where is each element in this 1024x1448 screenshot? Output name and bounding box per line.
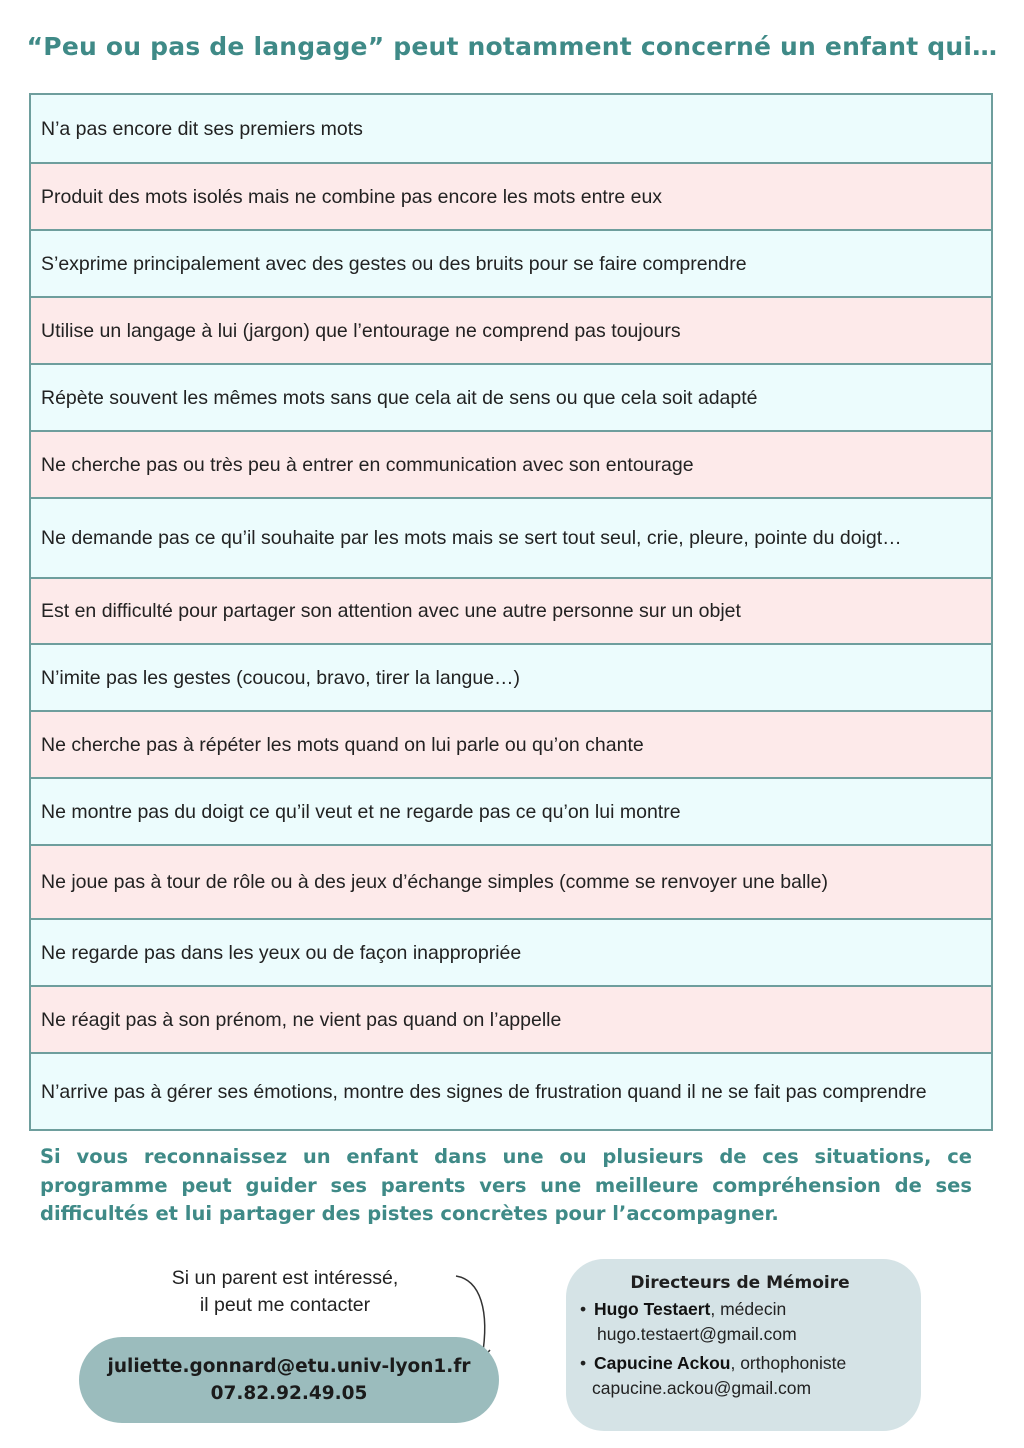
criteria-text: N’a pas encore dit ses premiers mots <box>41 117 363 140</box>
criteria-row <box>31 710 991 777</box>
call-to-action: Si vous reconnaissez un enfant dans une ou plusieurs de ces situations, ce programme peut guider ses parents vers une meilleure compréhension de ses difficultés et lui partager des pistes concrètes pour l’accompagner. <box>40 1145 972 1225</box>
bullet-icon: • <box>580 1353 587 1373</box>
criteria-text: Ne réagit pas à son prénom, ne vient pas quand on l’appelle <box>41 1008 562 1031</box>
criteria-row <box>31 1052 991 1129</box>
criteria-row <box>31 296 991 363</box>
criteria-text: Ne cherche pas à répéter les mots quand on lui parle ou qu’on chante <box>41 733 644 756</box>
criteria-row <box>31 229 991 296</box>
criteria-row <box>31 95 991 162</box>
criteria-text: Ne cherche pas ou très peu à entrer en communication avec son entourage <box>41 453 694 476</box>
director-email[interactable]: capucine.ackou@gmail.com <box>592 1378 812 1398</box>
contact-intro-line: il peut me contacter <box>199 1294 371 1316</box>
criteria-text: Répète souvent les mêmes mots sans que cela ait de sens ou que cela soit adapté <box>41 386 758 409</box>
criteria-text: Ne montre pas du doigt ce qu’il veut et ne regarde pas ce qu’on lui montre <box>41 800 681 823</box>
contact-pill <box>79 1337 499 1423</box>
criteria-row <box>31 162 991 229</box>
criteria-text: Ne regarde pas dans les yeux ou de façon inappropriée <box>41 941 522 964</box>
director-name: Hugo Testaert <box>594 1299 711 1319</box>
criteria-row <box>31 577 991 643</box>
contact-phone[interactable]: 07.82.92.49.05 <box>210 1383 368 1404</box>
director-item <box>580 1351 921 1376</box>
criteria-text: Ne demande pas ce qu’il souhaite par les mots mais se sert tout seul, crie, pleure, pointe du doigt… <box>41 527 902 549</box>
contact-intro-line: Si un parent est intéressé, <box>171 1267 399 1289</box>
criteria-text: Produit des mots isolés mais ne combine pas encore les mots entre eux <box>41 185 663 208</box>
criteria-text: S’exprime principalement avec des gestes ou des bruits pour se faire comprendre <box>41 252 747 275</box>
criteria-row <box>31 985 991 1052</box>
criteria-row <box>31 777 991 844</box>
criteria-text: Utilise un langage à lui (jargon) que l’entourage ne comprend pas toujours <box>41 319 681 342</box>
criteria-text: Ne joue pas à tour de rôle ou à des jeux d’échange simples (comme se renvoyer une balle) <box>41 871 828 893</box>
criteria-text: N’arrive pas à gérer ses émotions, montre des signes de frustration quand il ne se fait pas comprendre <box>41 1080 927 1103</box>
criteria-text: Est en difficulté pour partager son attention avec une autre personne sur un objet <box>41 600 741 622</box>
criteria-row <box>31 430 991 497</box>
criteria-row <box>31 497 991 577</box>
criteria-text: N’imite pas les gestes (coucou, bravo, tirer la langue…) <box>41 666 521 689</box>
contact-intro <box>120 1265 450 1319</box>
criteria-row <box>31 844 991 918</box>
criteria-row <box>31 643 991 710</box>
director-role: , médecin <box>710 1299 787 1319</box>
directors-heading: Directeurs de Mémoire <box>630 1273 850 1293</box>
bullet-icon: • <box>580 1299 587 1319</box>
page-title: “Peu ou pas de langage” peut notamment concerné un enfant qui… <box>26 32 998 61</box>
directors-box <box>566 1259 921 1431</box>
criteria-row <box>31 918 991 985</box>
director-role: , orthophoniste <box>730 1353 847 1373</box>
director-email[interactable]: hugo.testaert@gmail.com <box>597 1324 797 1344</box>
contact-email[interactable]: juliette.gonnard@etu.univ-lyon1.fr <box>107 1356 471 1377</box>
criteria-row <box>31 363 991 430</box>
director-item <box>580 1297 921 1322</box>
criteria-table <box>29 93 993 1131</box>
director-name: Capucine Ackou <box>594 1353 731 1373</box>
